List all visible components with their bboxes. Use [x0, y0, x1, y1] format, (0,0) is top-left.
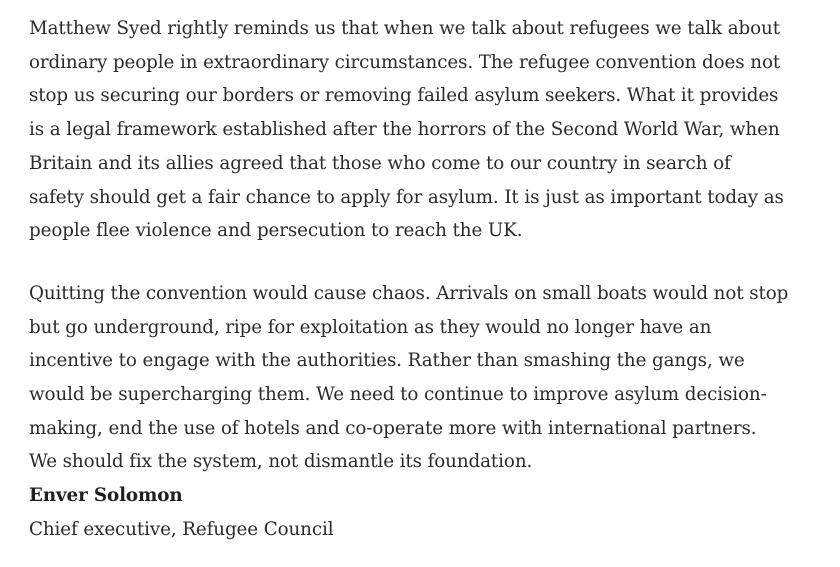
letter-paragraph-1: Matthew Syed rightly reminds us that when we talk about refugees we talk about ordinary people in extraordinary circumstances. The refugee convention does not stop us securing our borders or removing failed asylum seekers. What it provides is a legal framework established after the horrors of the Second World War, when Britain and its allies agreed that those who come to our country in search of safety should get a fair chance to apply for asylum. It is just as important today as people flee violence and persecution to reach the UK.	[29, 18, 784, 242]
signature-role: Chief executive, Refugee Council	[29, 518, 334, 540]
letter-body	[29, 12, 819, 547]
signature-name: Enver Solomon	[29, 485, 183, 507]
letter-paragraph-2: Quitting the convention would cause chaos. Arrivals on small boats would not stop but go underground, ripe for exploitation as they would no longer have an incentive to engage with the authorities. Rather than smashing the gangs, we would be supercharging them. We need to continue to improve asylum decision-making, end the use of hotels and co-operate more with international partners. We should fix the system, not dismantle its foundation.	[29, 282, 789, 473]
